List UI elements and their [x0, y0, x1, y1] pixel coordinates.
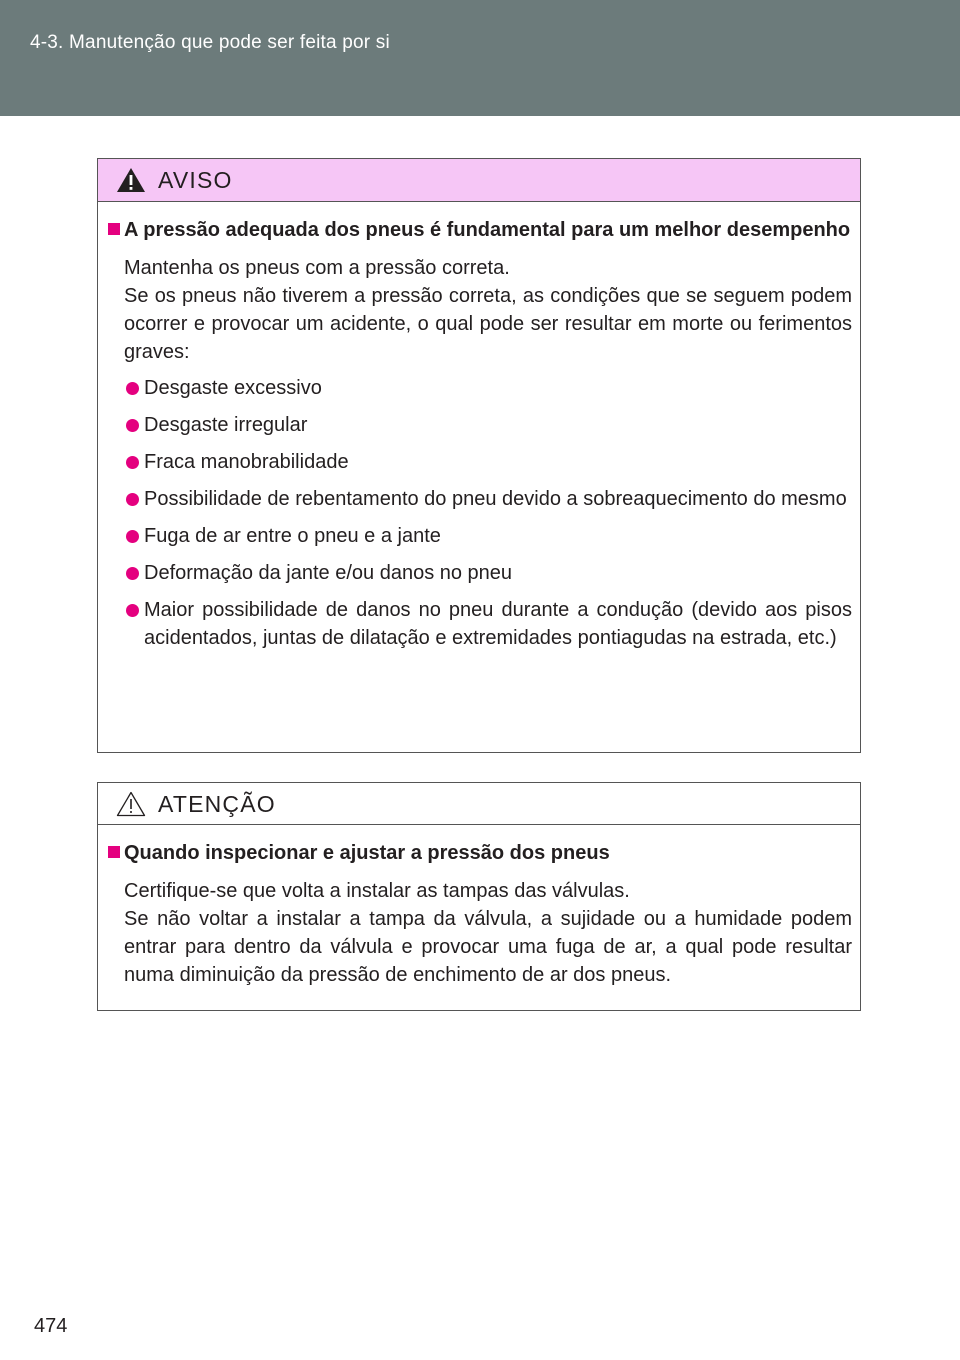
warning-section-title-text: A pressão adequada dos pneus é fundamental para um melhor desempenho [124, 219, 851, 241]
caution-section-title-text: Quando inspecionar e ajustar a pressão dos pneus [124, 842, 610, 864]
warning-paragraph [108, 254, 852, 366]
list-item [108, 559, 852, 587]
caution-header [98, 783, 860, 825]
list-item [108, 448, 852, 476]
bullet-dot-icon [126, 604, 139, 617]
section-square-icon [108, 223, 120, 235]
warning-triangle-icon [116, 166, 146, 194]
caution-body [98, 825, 860, 989]
caution-paragraph-line-1: Certifique-se que volta a instalar as tampas das válvulas. [124, 880, 630, 902]
list-item-text: Deformação da jante e/ou danos no pneu [144, 562, 513, 584]
list-item-text: Possibilidade de rebentamento do pneu devido a sobreaquecimento do mesmo [144, 488, 847, 510]
list-item [108, 485, 852, 513]
warning-box [97, 158, 861, 753]
caution-section-title [108, 839, 852, 867]
bullet-dot-icon [126, 382, 139, 395]
warning-paragraph-line-1: Mantenha os pneus com a pressão correta. [124, 257, 510, 279]
list-item-text: Desgaste excessivo [144, 377, 322, 399]
bullet-dot-icon [126, 530, 139, 543]
section-square-icon [108, 846, 120, 858]
list-item-text: Maior possibilidade de danos no pneu durante a condução (devido aos pisos acidentados, juntas de dilatação e extremidades pontiagudas na estrada, etc.) [144, 599, 852, 649]
page-number: 474 [34, 1315, 68, 1337]
bullet-dot-icon [126, 493, 139, 506]
warning-header [98, 159, 860, 202]
caution-triangle-icon [116, 790, 146, 818]
list-item-text: Fraca manobrabilidade [144, 451, 349, 473]
list-item [108, 522, 852, 550]
bullet-dot-icon [126, 456, 139, 469]
chapter-title: 4-3. Manutenção que pode ser feita por si [30, 32, 390, 53]
caution-paragraph [108, 877, 852, 989]
list-item-text: Desgaste irregular [144, 414, 308, 436]
list-item [108, 374, 852, 402]
bullet-dot-icon [126, 567, 139, 580]
list-item [108, 596, 852, 652]
warning-section-title [108, 216, 852, 244]
caution-label: ATENÇÃO [158, 791, 276, 817]
page-header [0, 0, 960, 116]
list-item-text: Fuga de ar entre o pneu e a jante [144, 525, 441, 547]
warning-bullet-list [108, 374, 852, 652]
warning-label: AVISO [158, 167, 233, 193]
caution-box [97, 782, 861, 1011]
bullet-dot-icon [126, 419, 139, 432]
warning-body [98, 202, 860, 652]
caution-paragraph-line-2: Se não voltar a instalar a tampa da válvula, a sujidade ou a humidade podem entrar para dentro da válvula e provocar uma fuga de ar, a qual pode resultar numa diminuição da pressão de enchimento de ar dos pneus. [124, 908, 852, 986]
warning-paragraph-line-2: Se os pneus não tiverem a pressão correta, as condições que se seguem podem ocorrer e provocar um acidente, o qual pode ser resultar em morte ou ferimentos graves: [124, 285, 852, 363]
list-item [108, 411, 852, 439]
